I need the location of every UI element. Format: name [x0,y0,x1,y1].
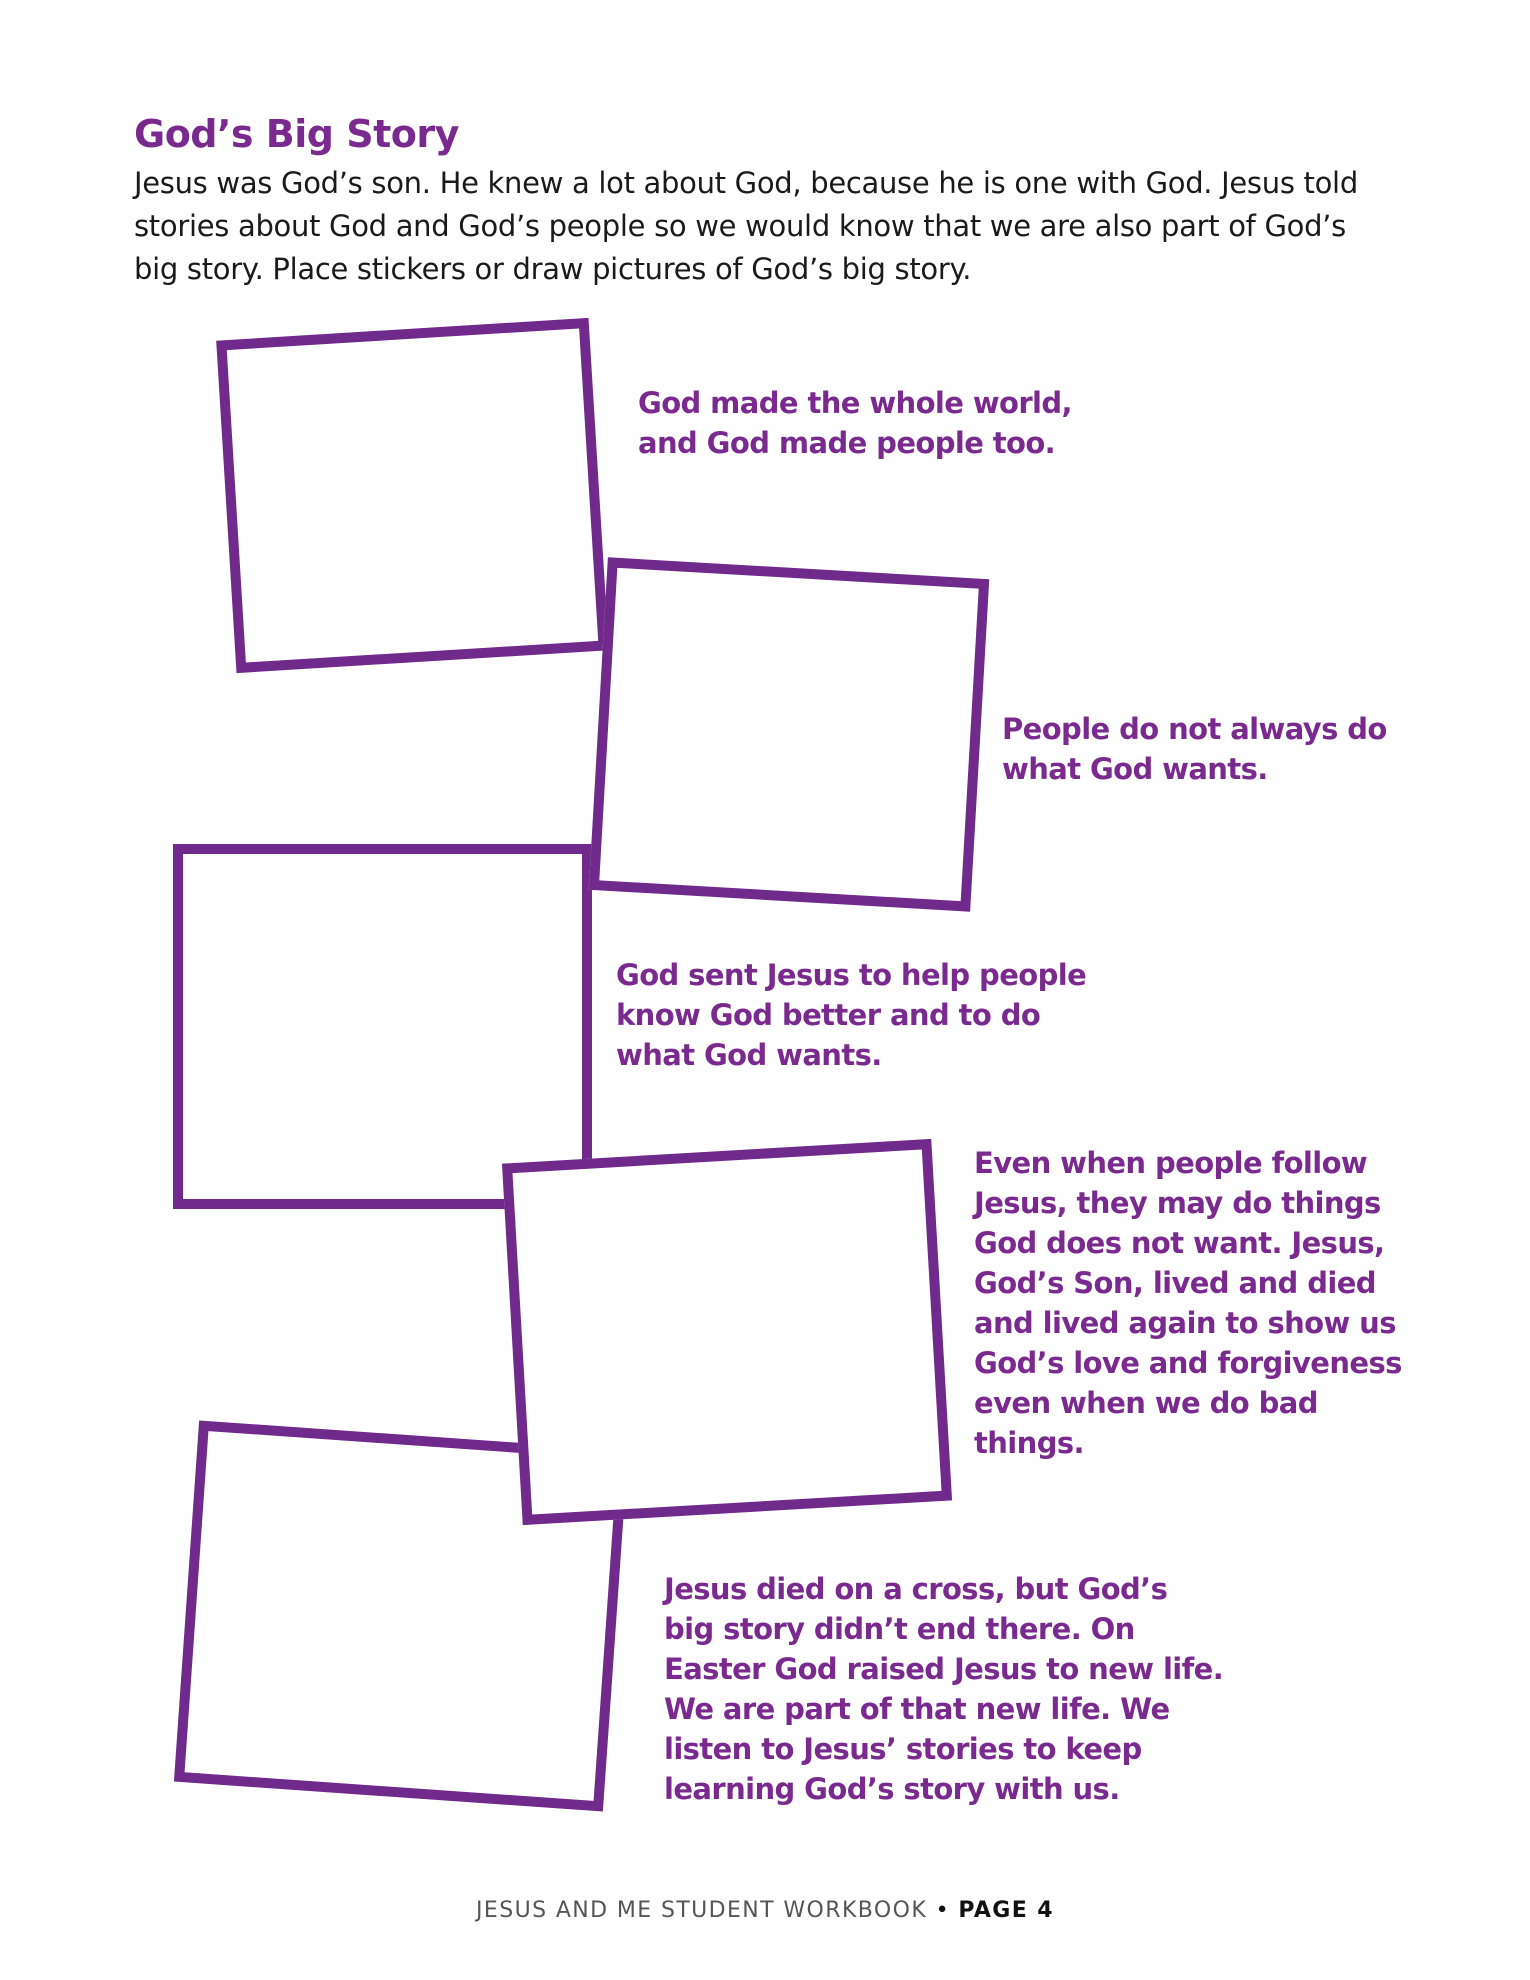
caption-3: God sent Jesus to help people know God better and to do what God wants. [616,958,1087,1072]
caption-2: People do not always do what God wants. [1002,712,1387,786]
drawing-frame-2[interactable] [589,557,990,911]
workbook-title: JESUS AND ME STUDENT WORKBOOK [476,1898,928,1923]
footer-separator: • [935,1898,950,1923]
page-number: PAGE 4 [958,1898,1054,1923]
caption-4: Even when people follow Jesus, they may do things God does not want. Jesus, God’s Son, lived and died and lived again to show us God’s love and forgiveness even when we do bad things. [974,1146,1402,1460]
drawing-frame-4[interactable] [502,1139,952,1525]
intro-paragraph: Jesus was God’s son. He knew a lot about God, because he is one with God. Jesus told stories about God and God’s people so we would know that we are also part of God’s big story. Place stickers or draw pictures of God’s big story. [134,166,1358,286]
caption-5: Jesus died on a cross, but God’s big story didn’t end there. On Easter God raised Jesus to new life. We are part of that new life. We listen to Jesus’ stories to keep learning God’s story with us. [664,1572,1224,1806]
drawing-frame-3[interactable] [173,844,592,1209]
caption-1: God made the whole world, and God made people too. [638,386,1072,460]
page-footer [0,1898,1530,1923]
page-title: God’s Big Story [134,112,459,156]
drawing-frame-1[interactable] [216,318,609,673]
